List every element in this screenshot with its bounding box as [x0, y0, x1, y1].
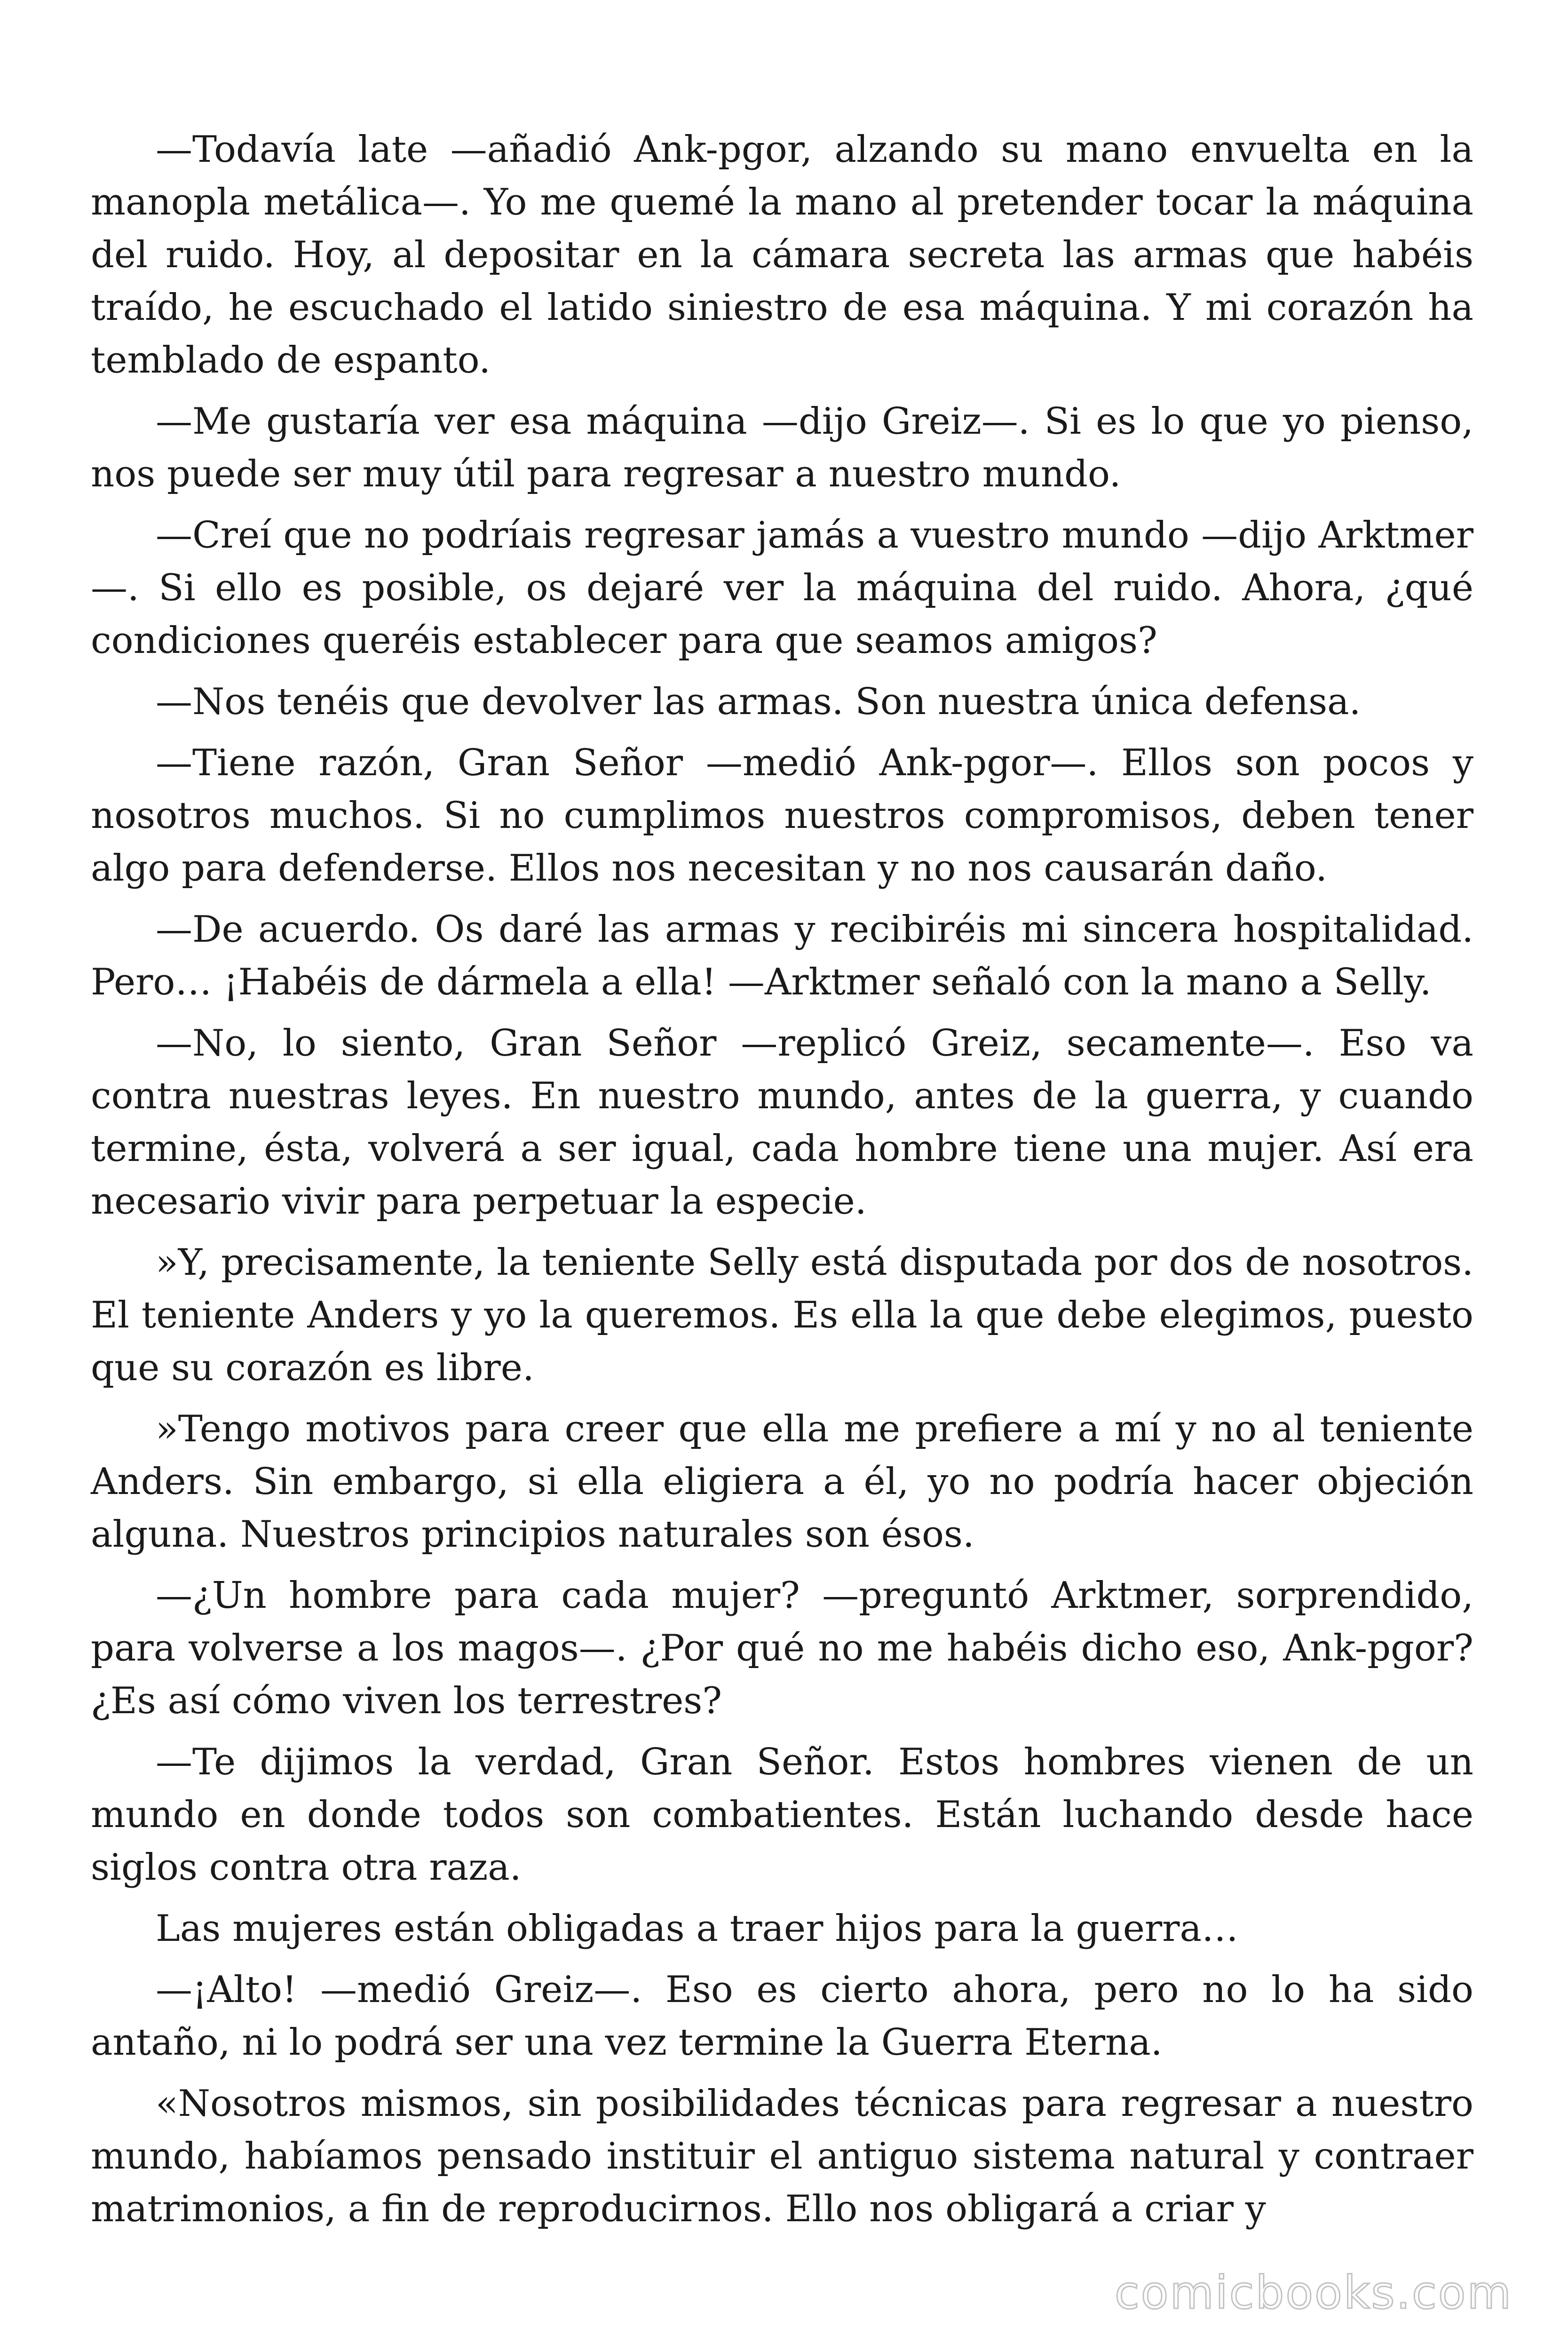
paragraph: —Te dijimos la verdad, Gran Señor. Estos hombres vienen de un mundo en donde todos son combatientes. Están luchando desde hace siglos contra otra raza.	[91, 1741, 1473, 1889]
paragraph: —No, lo siento, Gran Señor —replicó Greiz, secamente—. Eso va contra nuestras leyes. En nuestro mundo, antes de la guerra, y cuando termine, ésta, volverá a ser igual, cada hombre tiene una mujer. Así era necesario vivir para perpetuar la especie.	[91, 1022, 1473, 1223]
paragraph: —Me gustaría ver esa máquina —dijo Greiz—. Si es lo que yo pienso, nos puede ser muy útil para regresar a nuestro mundo.	[91, 400, 1473, 495]
paragraph: —Nos tenéis que devolver las armas. Son nuestra única defensa.	[156, 681, 1361, 723]
paragraph: »Y, precisamente, la teniente Selly está disputada por dos de nosotros. El teniente Anders y yo la queremos. Es ella la que debe elegimos, puesto que su corazón es libre.	[91, 1241, 1473, 1389]
page-body	[91, 123, 1473, 2244]
paragraph: Las mujeres están obligadas a traer hijos para la guerra…	[156, 1907, 1238, 1950]
paragraph: —¡Alto! —medió Greiz—. Eso es cierto ahora, pero no lo ha sido antaño, ni lo podrá ser una vez termine la Guerra Eterna.	[91, 1969, 1473, 2064]
paragraph: «Nosotros mismos, sin posibilidades técnicas para regresar a nuestro mundo, habíamos pensado instituir el antiguo sistema natural y contraer matrimonios, a fin de reproducirnos. Ello nos obligará a criar y	[91, 2082, 1473, 2230]
paragraph: —De acuerdo. Os daré las armas y recibiréis mi sincera hospitalidad. Pero… ¡Habéis de dármela a ella! —Arktmer señaló con la mano a Selly.	[91, 908, 1473, 1003]
paragraph: —Todavía late —añadió Ank-pgor, alzando su mano envuelta en la manopla metálica—. Yo me quemé la mano al pretender tocar la máquina del ruido. Hoy, al depositar en la cámara secreta las armas que habéis traído, he escuchado el latido siniestro de esa máquina. Y mi corazón ha temblado de espanto.	[91, 128, 1473, 381]
watermark: comicbooks.com	[1114, 2266, 1513, 2319]
paragraph: —Tiene razón, Gran Señor —medió Ank-pgor—. Ellos son pocos y nosotros muchos. Si no cumplimos nuestros compromisos, deben tener algo para defenderse. Ellos nos necesitan y no nos causarán daño.	[91, 742, 1473, 890]
paragraph: —¿Un hombre para cada mujer? —preguntó Arktmer, sorprendido, para volverse a los magos—. ¿Por qué no me habéis dicho eso, Ank-pgor? ¿Es así cómo viven los terrestres?	[91, 1574, 1473, 1722]
paragraph: »Tengo motivos para creer que ella me prefiere a mí y no al teniente Anders. Sin embargo, si ella eligiera a él, yo no podría hacer objeción alguna. Nuestros principios naturales son ésos.	[91, 1408, 1473, 1556]
paragraph: —Creí que no podríais regresar jamás a vuestro mundo —dijo Arktmer—. Si ello es posible, os dejaré ver la máquina del ruido. Ahora, ¿qué condiciones queréis establecer para que seamos amigos?	[91, 514, 1473, 662]
